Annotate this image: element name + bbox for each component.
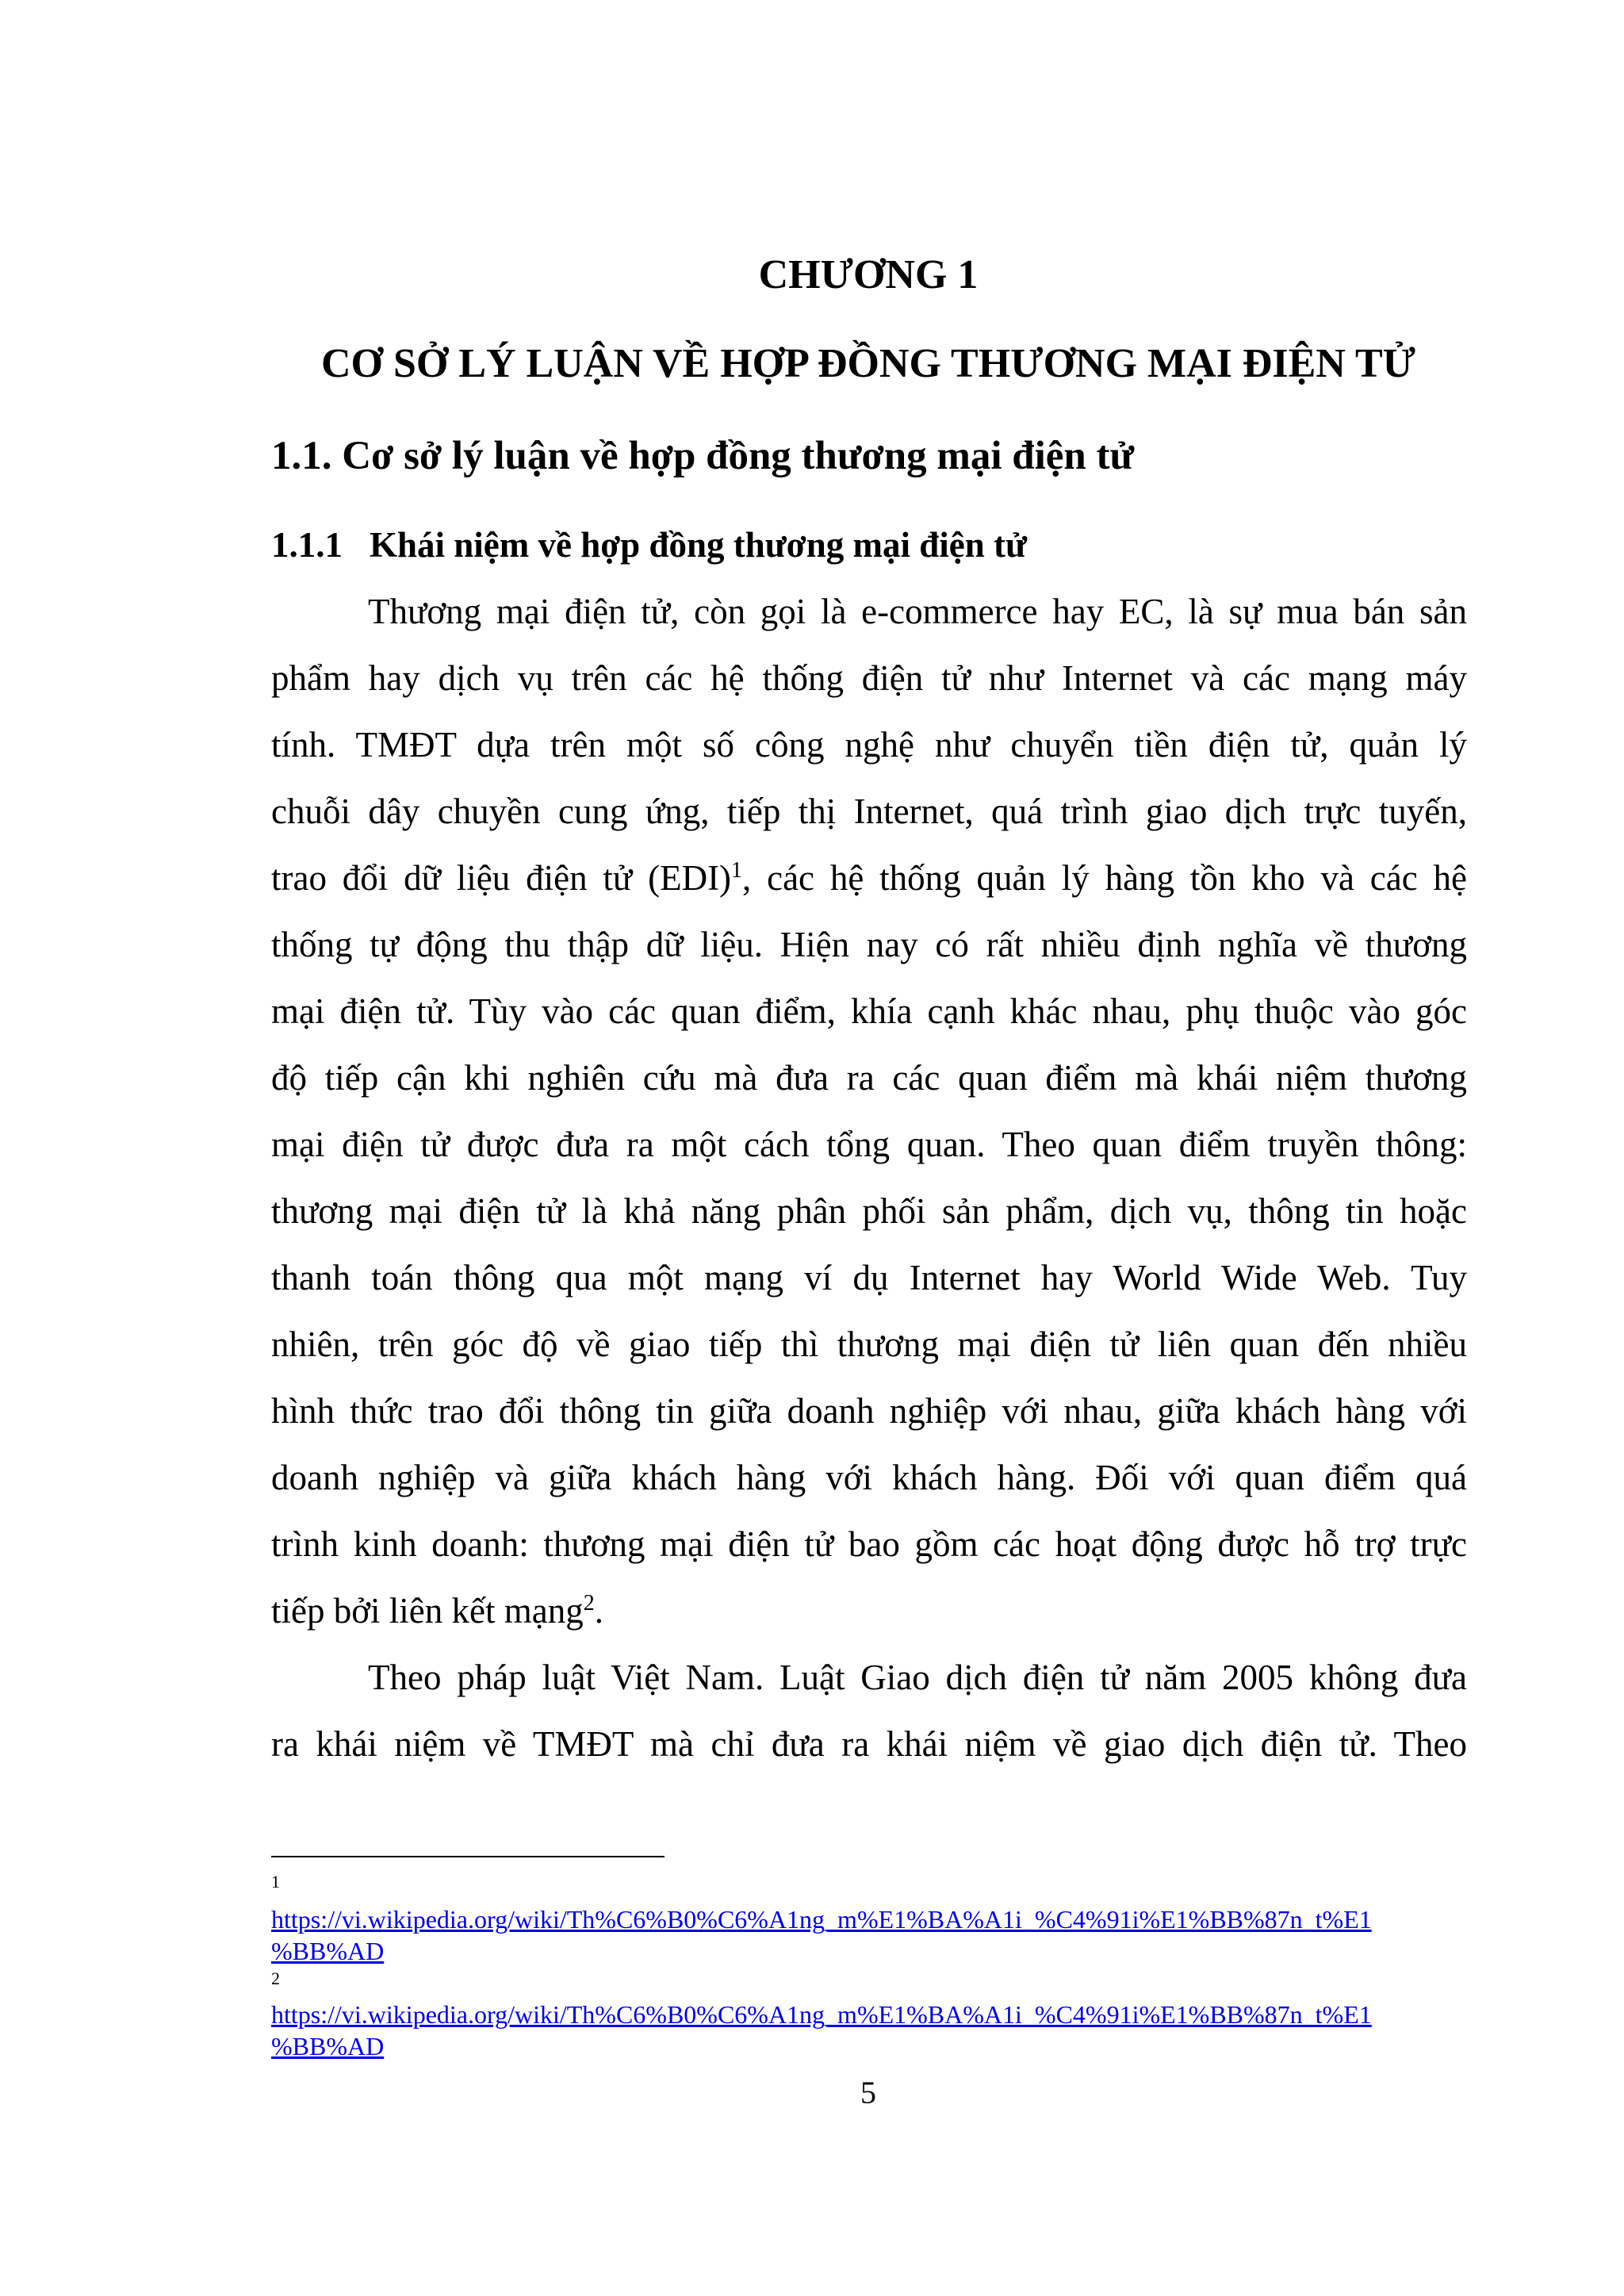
edi-text-before: trao đổi dữ liệu điện tử (EDI) — [271, 858, 732, 898]
paragraph-line: hình thức trao đổi thông tin giữa doanh nghiệp với nhau, giữa khách hàng với — [271, 1391, 1467, 1431]
paragraph-line: thương mại điện tử là khả năng phân phối sản phẩm, dịch vụ, thông tin hoặc — [271, 1191, 1467, 1231]
paragraph-line: Thương mại điện tử, còn gọi là e-commerce hay EC, là sự mua bán sản — [368, 592, 1467, 631]
subsection-number: 1.1.1 — [271, 525, 343, 565]
footnote-number: 1 — [271, 1872, 280, 1892]
paragraph-line-edi — [271, 850, 1467, 906]
footnote-link[interactable]: %BB%AD — [271, 1937, 385, 1965]
paragraph-line: doanh nghiệp và giữa khách hàng với khách hàng. Đối với quan điểm quá — [271, 1458, 1467, 1497]
paragraph-line: độ tiếp cận khi nghiên cứu mà đưa ra các quan điểm mà khái niệm thương — [271, 1058, 1467, 1098]
last-line-end: . — [594, 1591, 603, 1631]
footnote-number: 2 — [271, 1968, 280, 1988]
footnote-link[interactable]: https://vi.wikipedia.org/wiki/Th%C6%B0%C6%A1ng_m%E1%BA%A1i_%C4%91i%E1%BB%87n_t%E1 — [271, 1905, 1372, 1934]
paragraph-line: phẩm hay dịch vụ trên các hệ thống điện tử như Internet và các mạng máy — [271, 658, 1467, 698]
paragraph-line: thống tự động thu thập dữ liệu. Hiện nay có rất nhiều định nghĩa về thương — [271, 925, 1467, 964]
subsection-title: Khái niệm về hợp đồng thương mại điện tử — [370, 525, 1027, 565]
paragraph-last-line — [271, 1583, 1467, 1639]
paragraph-line: trình kinh doanh: thương mại điện tử bao gồm các hoạt động được hỗ trợ trực — [271, 1524, 1467, 1564]
footnote-link[interactable]: %BB%AD — [271, 2032, 385, 2060]
chapter-label: CHƯƠNG 1 — [758, 252, 979, 297]
paragraph-line: chuỗi dây chuyền cung ứng, tiếp thị Internet, quá trình giao dịch trực tuyến, — [271, 792, 1467, 831]
subsection-heading — [271, 517, 1027, 573]
section-heading: 1.1. Cơ sở lý luận về hợp đồng thương mại điện tử — [271, 434, 1135, 478]
paragraph-line: mại điện tử được đưa ra một cách tổng quan. Theo quan điểm truyền thông: — [271, 1125, 1467, 1164]
paragraph-line: mại điện tử. Tùy vào các quan điểm, khía cạnh khác nhau, phụ thuộc vào góc — [271, 991, 1467, 1031]
paragraph-line: tính. TMĐT dựa trên một số công nghệ như chuyển tiền điện tử, quản lý — [271, 725, 1467, 765]
footnote-link[interactable]: https://vi.wikipedia.org/wiki/Th%C6%B0%C6%A1ng_m%E1%BA%A1i_%C4%91i%E1%BB%87n_t%E1 — [271, 2000, 1372, 2029]
paragraph-line: thanh toán thông qua một mạng ví dụ Internet hay World Wide Web. Tuy — [271, 1258, 1467, 1297]
page-number: 5 — [860, 2075, 876, 2110]
footnote-separator — [271, 1856, 665, 1857]
footnote-ref-1[interactable]: 1 — [731, 858, 743, 883]
chapter-title: CƠ SỞ LÝ LUẬN VỀ HỢP ĐỒNG THƯƠNG MẠI ĐIỆN TỬ — [320, 341, 1416, 386]
edi-text-after: , các hệ thống quản lý hàng tồn kho và các hệ — [742, 858, 1467, 898]
paragraph-line: Theo pháp luật Việt Nam. Luật Giao dịch điện tử năm 2005 không đưa — [368, 1658, 1467, 1697]
paragraph-line: ra khái niệm về TMĐT mà chỉ đưa ra khái niệm về giao dịch điện tử. Theo — [271, 1724, 1467, 1764]
paragraph-line: nhiên, trên góc độ về giao tiếp thì thương mại điện tử liên quan đến nhiều — [271, 1324, 1467, 1364]
footnote-ref-2[interactable]: 2 — [583, 1591, 595, 1616]
last-line-text: tiếp bởi liên kết mạng — [271, 1591, 584, 1631]
